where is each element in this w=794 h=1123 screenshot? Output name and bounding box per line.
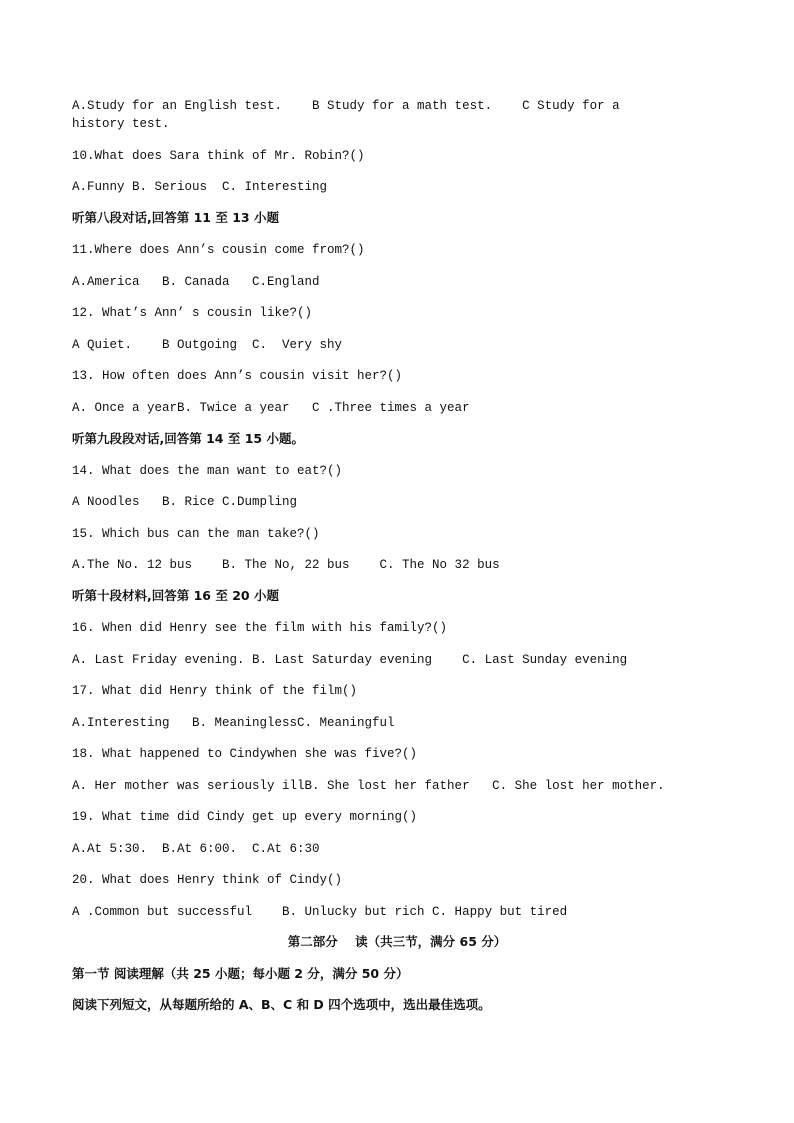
question-14: 14. What does the man want to eat?() [72, 464, 343, 478]
answer-options-19: A.At 5:30. B.At 6:00. C.At 6:30 [72, 842, 320, 856]
answer-options-17: A.Interesting B. MeaninglessC. Meaningful [72, 716, 395, 730]
answer-options-20: A .Common but successful B. Unlucky but rich C. Happy but tired [72, 905, 568, 919]
answer-options-13: A. Once a yearB. Twice a year C .Three times a year [72, 401, 470, 415]
part-two-heading: 第二部分 读（共三节，满分 65 分） [287, 934, 507, 949]
answer-options-14: A Noodles B. Rice C.Dumpling [72, 495, 298, 509]
answer-options-9: A.Study for an English test. B Study for a math test. C Study for a history test. [72, 99, 628, 131]
reading-section-heading: 第一节 阅读理解（共 25 小题；每小题 2 分，满分 50 分） [72, 966, 409, 981]
question-10: 10.What does Sara think of Mr. Robin?() [72, 149, 365, 163]
answer-options-18: A. Her mother was seriously illB. She lost her father C. She lost her mother. [72, 779, 665, 793]
section-heading-part-10: 听第十段材料,回答第 16 至 20 小题 [72, 588, 279, 603]
answer-options-12: A Quiet. B Outgoing C. Very shy [72, 338, 343, 352]
question-16: 16. When did Henry see the film with his family?() [72, 621, 448, 635]
answer-options-11: A.America B. Canada C.England [72, 275, 320, 289]
question-18: 18. What happened to Cindywhen she was five?() [72, 747, 418, 761]
question-12: 12. What’s Ann’ s cousin like?() [72, 306, 313, 320]
question-11: 11.Where does Ann’s cousin come from?() [72, 243, 365, 257]
answer-options-10: A.Funny B. Serious C. Interesting [72, 180, 328, 194]
question-19: 19. What time did Cindy get up every morning() [72, 810, 418, 824]
section-heading-part-8: 听第八段对话,回答第 11 至 13 小题 [72, 210, 279, 225]
section-heading-part-9: 听第九段段对话,回答第 14 至 15 小题。 [72, 431, 304, 446]
answer-options-16: A. Last Friday evening. B. Last Saturday evening C. Last Sunday evening [72, 653, 628, 667]
answer-options-15: A.The No. 12 bus B. The No, 22 bus C. The No 32 bus [72, 558, 500, 572]
question-20: 20. What does Henry think of Cindy() [72, 873, 343, 887]
reading-instructions: 阅读下列短文，从每题所给的 A、B、C 和 D 四个选项中，选出最佳选项。 [72, 997, 491, 1012]
question-15: 15. Which bus can the man take?() [72, 527, 320, 541]
question-13: 13. How often does Ann’s cousin visit her?() [72, 369, 403, 383]
question-17: 17. What did Henry think of the film() [72, 684, 358, 698]
